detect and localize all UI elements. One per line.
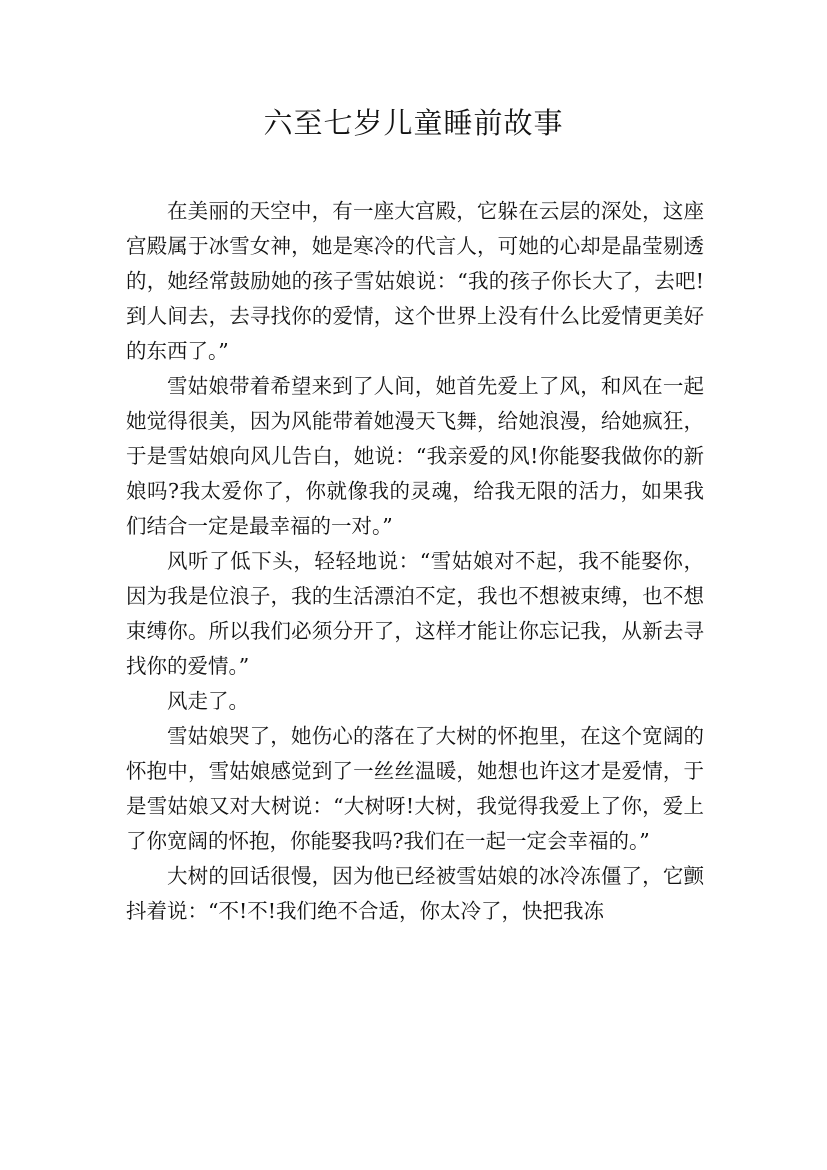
story-paragraph-1: 在美丽的天空中，有一座大宫殿，它躲在云层的深处，这座宫殿属于冰雪女神，她是寒冷的代言人，可她的心却是晶莹剔透的，她经常鼓励她的孩子雪姑娘说：“我的孩子你长大了，去吧!到人间去，去寻找你的爱情，这个世界上没有什么比爱情更美好的东西了。” [126, 199, 704, 363]
story-body [126, 194, 704, 929]
story-paragraph-2: 雪姑娘带着希望来到了人间，她首先爱上了风，和风在一起她觉得很美，因为风能带着她漫天飞舞，给她浪漫，给她疯狂，于是雪姑娘向风儿告白，她说：“我亲爱的风!你能娶我做你的新娘吗?我太爱你了，你就像我的灵魂，给我无限的活力，如果我们结合一定是最幸福的一对。” [126, 374, 704, 538]
story-paragraph-6: 大树的回话很慢，因为他已经被雪姑娘的冰冷冻僵了，它颤抖着说：“不!不!我们绝不合适，你太冷了，快把我冻 [126, 864, 704, 923]
story-paragraph-5: 雪姑娘哭了，她伤心的落在了大树的怀抱里，在这个宽阔的怀抱中，雪姑娘感觉到了一丝丝温暖，她想也许这才是爱情，于是雪姑娘又对大树说：“大树呀!大树，我觉得我爱上了你，爱上了你宽阔的怀抱，你能娶我吗?我们在一起一定会幸福的。” [126, 724, 704, 853]
story-paragraph-3: 风听了低下头，轻轻地说：“雪姑娘对不起，我不能娶你，因为我是位浪子，我的生活漂泊不定，我也不想被束缚，也不想束缚你。所以我们必须分开了，这样才能让你忘记我，从新去寻找你的爱情。” [126, 549, 704, 678]
document-title: 六至七岁儿童睡前故事 [263, 106, 564, 140]
story-paragraph-4: 风走了。 [167, 689, 249, 713]
